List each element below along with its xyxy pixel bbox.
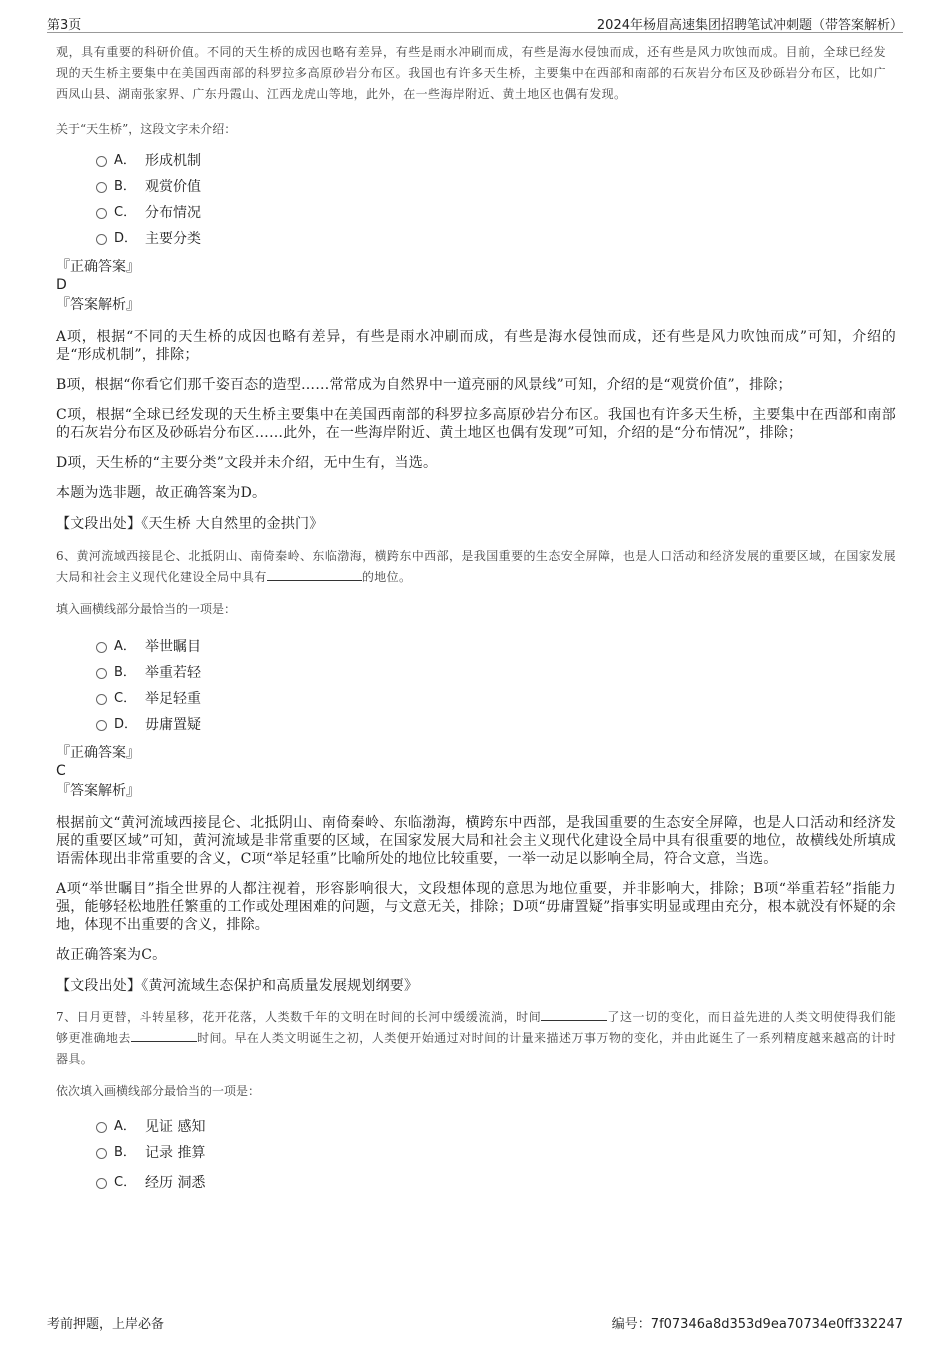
q5-analysis-label: 『答案解析』 bbox=[56, 297, 140, 313]
q7-option-c[interactable]: C． 经历 洞悉 bbox=[56, 1170, 896, 1196]
radio-icon[interactable] bbox=[96, 720, 107, 731]
q5-analysis-a: A项，根据“不同的天生桥的成因也略有差异，有些是雨水冲刷而成，有些是海水侵蚀而成，还有些是风力吹蚀而成”可知，介绍的是“形成机制”，排除； bbox=[56, 329, 896, 363]
q5-options bbox=[56, 148, 896, 252]
q6-option-d[interactable]: D． 毋庸置疑 bbox=[56, 712, 896, 738]
q5-answer-label: 『正确答案』 bbox=[56, 259, 140, 275]
q7-stem: 7、日月更替，斗转星移，花开花落，人类数千年的文明在时间的长河中缓缓流淌，时间 了这一切的变化，而日益先进的人类文明使得我们能够更准确地去 时间。早在人类文明诞生之初，人类便开始通过对时间的计量来描述万事万物的变化，并由此诞生了一系列精度越来越高的计时器具。 bbox=[56, 1010, 896, 1066]
q5-option-c[interactable]: C． 分布情况 bbox=[56, 200, 896, 226]
q6-analysis-label: 『答案解析』 bbox=[56, 783, 140, 799]
q5-conclusion: 本题为选非题，故正确答案为D。 bbox=[56, 485, 267, 501]
radio-icon[interactable] bbox=[96, 1178, 107, 1189]
page-content bbox=[56, 42, 896, 1196]
q7-option-a[interactable]: A． 见证 感知 bbox=[56, 1114, 896, 1140]
radio-icon[interactable] bbox=[96, 642, 107, 653]
page-footer bbox=[47, 1311, 903, 1331]
q7-blank-1 bbox=[541, 1008, 607, 1021]
q5-option-b[interactable]: B． 观赏价值 bbox=[56, 174, 896, 200]
q6-blank bbox=[267, 568, 362, 581]
radio-icon[interactable] bbox=[96, 208, 107, 219]
radio-icon[interactable] bbox=[96, 234, 107, 245]
q6-option-b[interactable]: B． 举重若轻 bbox=[56, 660, 896, 686]
q5-source: 【文段出处】《天生桥 大自然里的金拱门》 bbox=[56, 516, 324, 532]
q6-analysis-main: 根据前文“黄河流域西接昆仑、北抵阴山、南倚秦岭、东临渤海，横跨东中西部，是我国重要的生态安全屏障，也是人口活动和经济发展的重要区域”可知，黄河流域是非常重要的区域，在国家发展大局和社会主义现代化建设全局中具有很重要的地位，故横线处所填成语需体现出非常重要的含义，C项“举足轻重”比喻所处的地位比较重要，一举一动足以影响全局，符合文意，当选。 bbox=[56, 815, 896, 867]
footer-slogan: 考前押题，上岸必备 bbox=[47, 1317, 165, 1332]
radio-icon[interactable] bbox=[96, 668, 107, 679]
q6-analysis-others: A项“举世瞩目”指全世界的人都注视着，形容影响很大，文段想体现的意思为地位重要，并非影响大，排除；B项“举重若轻”指能力强，能够轻松地胜任繁重的工作或处理困难的问题，与文意无关，排除；D项“毋庸置疑”指事实明显或理由充分，根本就没有怀疑的余地，体现不出重要的含义，排除。 bbox=[56, 881, 896, 933]
radio-icon[interactable] bbox=[96, 1122, 107, 1133]
q6-source: 【文段出处】《黄河流域生态保护和高质量发展规划纲要》 bbox=[56, 978, 419, 994]
q6-answer: C bbox=[56, 763, 66, 779]
document-code: 编号：7f07346a8d353d9ea70734e0ff332247 bbox=[611, 1317, 903, 1332]
document-title: 2024年杨眉高速集团招聘笔试冲刺题（带答案解析） bbox=[596, 18, 903, 33]
q6-conclusion: 故正确答案为C。 bbox=[56, 947, 167, 963]
intro-paragraph: 观，具有重要的科研价值。不同的天生桥的成因也略有差异，有些是雨水冲刷而成，有些是海水侵蚀而成，还有些是风力吹蚀而成。目前，全球已经发现的天生桥主要集中在美国西南部的科罗拉多高原砂岩分布区。我国也有许多天生桥，主要集中在西部和南部的石灰岩分布区及砂砾岩分布区，比如广西凤山县、湖南张家界、广东丹霞山、江西龙虎山等地，此外，在一些海岸附近、黄土地区也偶有发现。 bbox=[56, 45, 886, 101]
q5-stem: 关于“天生桥”，这段文字未介绍： bbox=[56, 122, 237, 136]
q6-stem: 6、黄河流域西接昆仑、北抵阴山、南倚秦岭、东临渤海，横跨东中西部，是我国重要的生态安全屏障，也是人口活动和经济发展的重要区域，在国家发展大局和社会主义现代化建设全局中具有 的地位。 bbox=[56, 549, 896, 584]
q6-options bbox=[56, 634, 896, 738]
q5-answer: D bbox=[56, 277, 67, 293]
q6-option-c[interactable]: C． 举足轻重 bbox=[56, 686, 896, 712]
radio-icon[interactable] bbox=[96, 182, 107, 193]
q5-option-d[interactable]: D． 主要分类 bbox=[56, 226, 896, 252]
page-number: 第3页 bbox=[47, 18, 82, 33]
q5-analysis-c: C项，根据“全球已经发现的天生桥主要集中在美国西南部的科罗拉多高原砂岩分布区。我国也有许多天生桥，主要集中在西部和南部的石灰岩分布区及砂砾岩分布区……此外，在一些海岸附近、黄土地区也偶有发现”可知，介绍的是“分布情况”，排除； bbox=[56, 407, 896, 441]
radio-icon[interactable] bbox=[96, 156, 107, 167]
radio-icon[interactable] bbox=[96, 694, 107, 705]
q7-options bbox=[56, 1114, 896, 1196]
q7-option-b[interactable]: B． 记录 推算 bbox=[56, 1140, 896, 1166]
q5-analysis-d: D项，天生桥的“主要分类”文段并未介绍，无中生有，当选。 bbox=[56, 455, 438, 471]
q6-option-a[interactable]: A． 举世瞩目 bbox=[56, 634, 896, 660]
page-header bbox=[47, 12, 903, 33]
q6-answer-label: 『正确答案』 bbox=[56, 745, 140, 761]
q5-option-a[interactable]: A． 形成机制 bbox=[56, 148, 896, 174]
q7-prompt: 依次填入画横线部分最恰当的一项是： bbox=[56, 1084, 261, 1098]
q5-analysis-b: B项，根据“你看它们那千姿百态的造型……常常成为自然界中一道亮丽的风景线”可知，介绍的是“观赏价值”，排除； bbox=[56, 377, 792, 393]
q6-prompt: 填入画横线部分最恰当的一项是： bbox=[56, 602, 237, 616]
radio-icon[interactable] bbox=[96, 1148, 107, 1159]
q7-blank-2 bbox=[131, 1029, 197, 1042]
